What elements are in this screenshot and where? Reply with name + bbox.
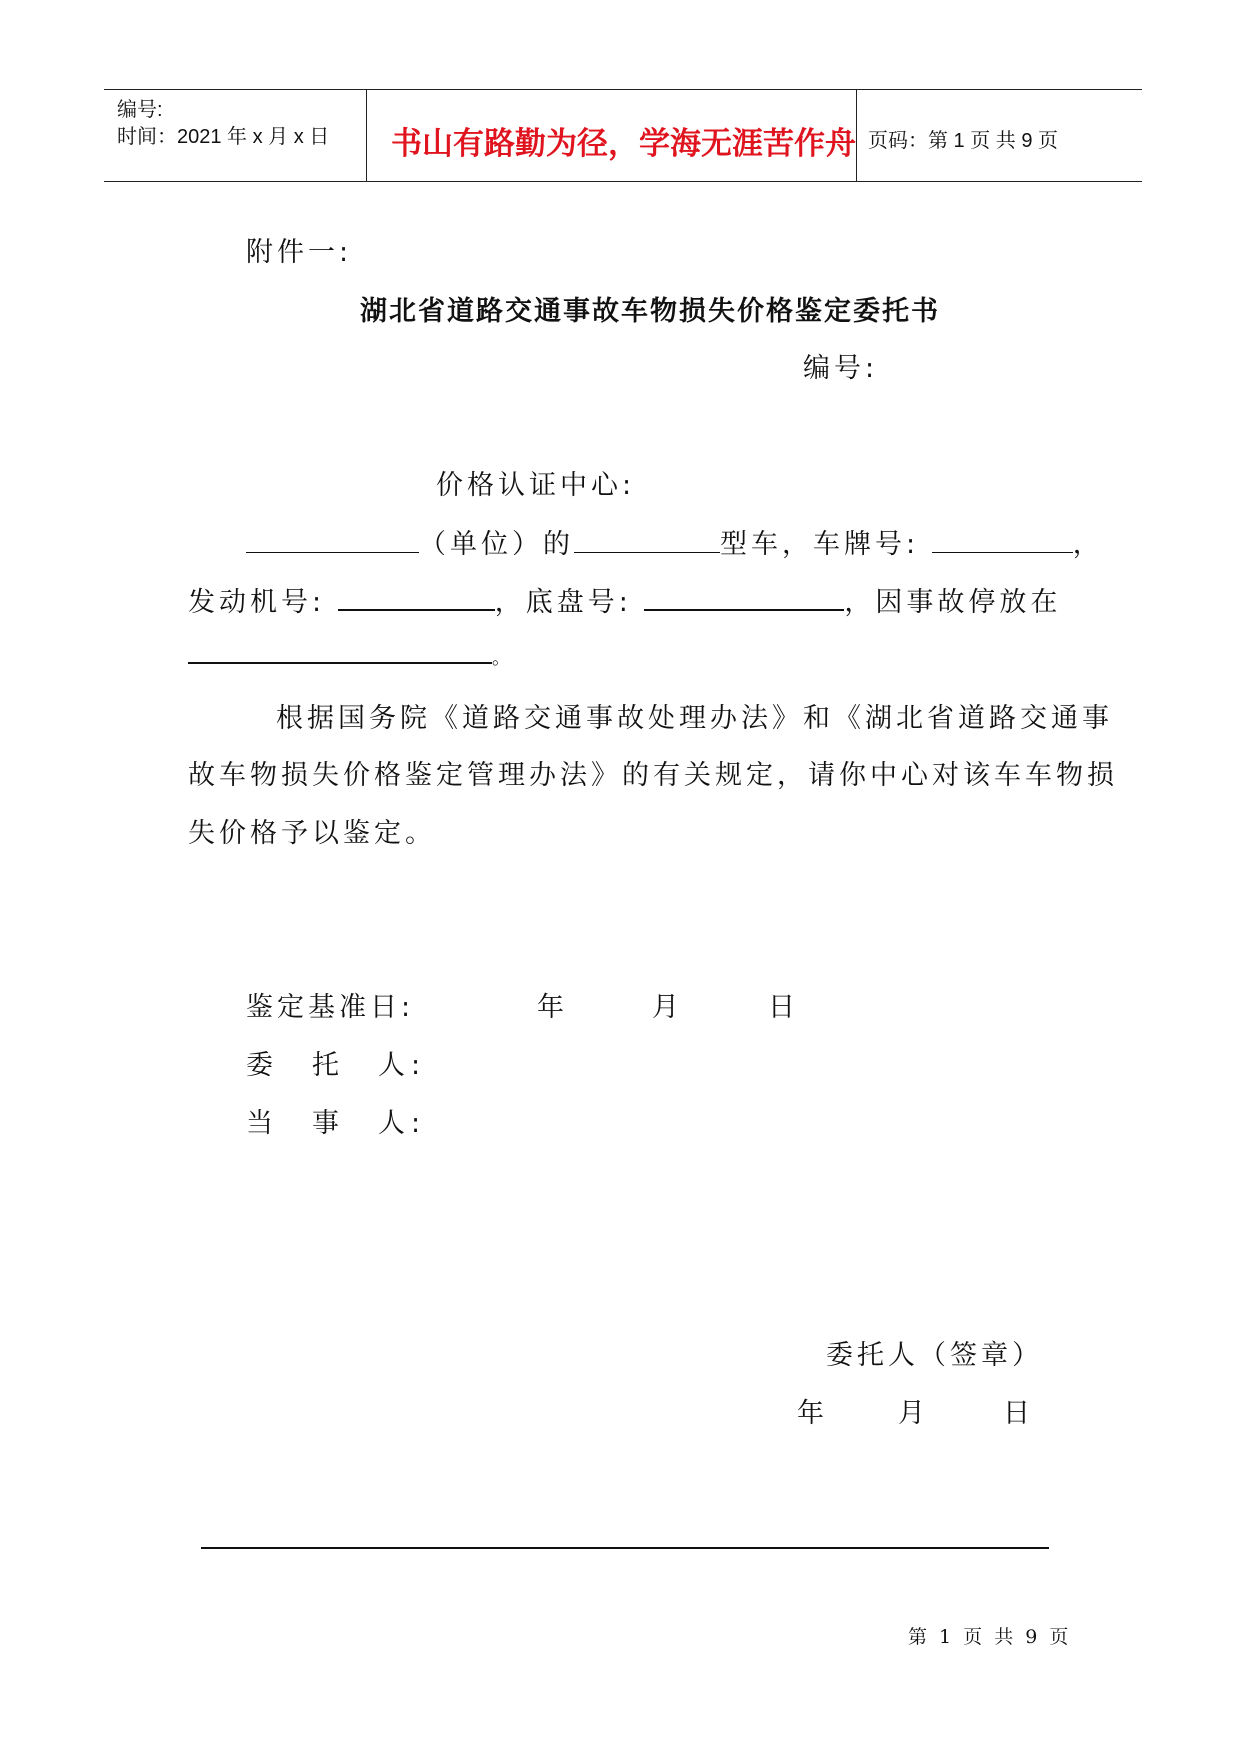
model-blank[interactable] [574,528,720,553]
engine-blank[interactable] [338,585,495,611]
signature-label: 委托人（签章） [826,1340,1043,1371]
unit-label: （单位）的 [419,529,574,560]
paragraph-line-3: 失价格予以鉴定。 [188,818,436,849]
header-page-info: 页码：第 1 页 共 9 页 [868,130,1059,152]
engine-label: 发动机号: [188,587,326,618]
line2-end: ，因事故停放在 [844,587,1062,618]
sign-month: 月 [898,1398,929,1429]
location-blank[interactable] [188,638,492,664]
base-date-month: 月 [652,992,683,1023]
header-time-label: 时间：2021 年 x 月 x 日 [117,126,330,148]
header-divider-left [366,89,367,181]
header-motto: 书山有路勤为径，学海无涯苦作舟 [391,126,856,162]
footer-page-info: 第 1 页 共 9 页 [908,1626,1072,1648]
sign-year: 年 [797,1398,828,1429]
client-label: 委 托 人: [246,1050,427,1081]
party-label: 当 事 人: [246,1108,427,1139]
model-label: 型车，车牌号: [720,529,920,560]
plate-blank[interactable] [932,528,1073,553]
paragraph-line-2: 故车物损失价格鉴定管理办法》的有关规定，请你中心对该车车物损 [188,760,1118,791]
base-date-day: 日 [768,992,799,1023]
form-line-1 [246,522,1104,561]
form-line-2 [188,580,1061,619]
base-date-label: 鉴定基准日: [246,992,415,1023]
footer-rule [201,1547,1049,1549]
line3-end: 。 [492,648,514,669]
chassis-blank[interactable] [644,585,844,611]
document-number-label: 编号: [803,353,879,384]
chassis-label: ，底盘号: [494,587,632,618]
base-date-year: 年 [537,992,568,1023]
document-title: 湖北省道路交通事故车物损失价格鉴定委托书 [360,296,940,327]
addressee: 价格认证中心: [436,470,636,501]
line1-end: ， [1072,529,1104,560]
attachment-label: 附件一: [246,237,353,268]
form-line-3 [188,638,514,671]
header-number-label: 编号: [117,99,163,121]
header-divider-right [856,89,857,181]
paragraph-line-1: 根据国务院《道路交通事故处理办法》和《湖北省道路交通事 [276,703,1113,734]
header-bottom-rule [104,181,1142,182]
sign-day: 日 [1003,1398,1034,1429]
header-top-rule [104,89,1142,90]
unit-blank[interactable] [246,528,419,553]
